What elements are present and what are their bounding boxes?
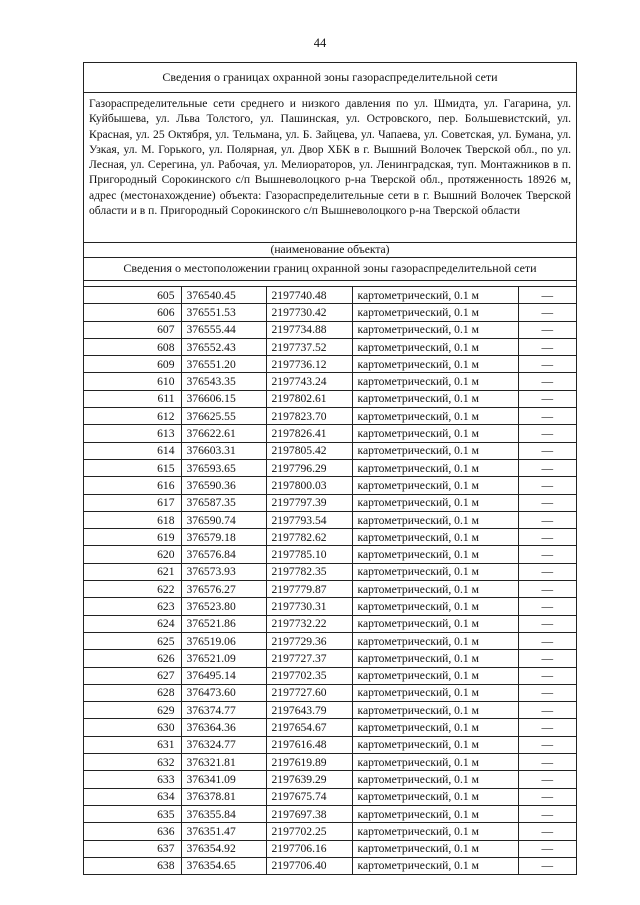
point-number-cell: 620 [84,546,181,563]
note-cell: — [518,338,576,355]
method-cell: картометрический, 0.1 м [352,287,518,304]
coordinate-y-cell: 2197727.37 [266,650,352,667]
table-row [84,459,576,476]
point-number-cell: 607 [84,321,181,338]
method-cell: картометрический, 0.1 м [352,546,518,563]
point-number-cell: 629 [84,702,181,719]
coordinate-y-cell: 2197797.39 [266,494,352,511]
coordinate-x-cell: 376555.44 [181,321,266,338]
method-cell: картометрический, 0.1 м [352,511,518,528]
point-number-cell: 637 [84,840,181,857]
coordinate-y-cell: 2197802.61 [266,390,352,407]
coordinate-x-cell: 376374.77 [181,702,266,719]
point-number-cell: 634 [84,788,181,805]
coordinate-y-cell: 2197782.62 [266,529,352,546]
coordinates-table [84,287,576,874]
coordinate-x-cell: 376593.65 [181,459,266,476]
method-cell: картометрический, 0.1 м [352,788,518,805]
coordinate-x-cell: 376590.74 [181,511,266,528]
coordinate-y-cell: 2197639.29 [266,771,352,788]
coordinate-y-cell: 2197729.36 [266,632,352,649]
method-cell: картометрический, 0.1 м [352,615,518,632]
coordinate-y-cell: 2197782.35 [266,563,352,580]
method-cell: картометрический, 0.1 м [352,736,518,753]
coordinate-x-cell: 376603.31 [181,442,266,459]
point-number-cell: 624 [84,615,181,632]
note-cell: — [518,563,576,580]
object-description: Газораспределительные сети среднего и низкого давления по ул. Шмидта, ул. Гагарина, ул. Куйбышева, ул. Льва Толстого, ул. Пашинская, ул. Островского, пер. Большевистский, ул. Красная, ул. 25 Октября, ул. Тельмана, ул. Б. Зайцева, ул. Чапаева, ул. Советская, ул. Бумана, ул. Узкая, ул. М. Горького, ул. Полярная, ул. Двор ХБК в г. Вышний Волочек Тверской обл., по ул. Лесная, ул. Серегина, ул. Рабочая, ул. Мелиораторов, ул. Ленинградская, туп. Монтажников в п. Пригородный Сорокинского с/п Вышневолоцкого р-на Тверской обл., протяженность 18926 м, адрес (местонахождение) объекта: Газораспределительные сети в г. Вышний Волочек Тверской области и в п. Пригородный Сорокинского с/п Вышневолоцкого р-на Тверской области [84,93,576,243]
method-cell: картометрический, 0.1 м [352,373,518,390]
table-row [84,857,576,874]
table-row [84,546,576,563]
note-cell: — [518,529,576,546]
coordinate-y-cell: 2197737.52 [266,338,352,355]
point-number-cell: 627 [84,667,181,684]
coordinate-x-cell: 376579.18 [181,529,266,546]
point-number-cell: 632 [84,754,181,771]
point-number-cell: 623 [84,598,181,615]
table-row [84,529,576,546]
coordinate-y-cell: 2197730.42 [266,304,352,321]
coordinate-x-cell: 376364.36 [181,719,266,736]
table-row [84,788,576,805]
point-number-cell: 638 [84,857,181,874]
table-row [84,667,576,684]
table-row [84,321,576,338]
table-row [84,650,576,667]
table-row [84,373,576,390]
point-number-cell: 609 [84,356,181,373]
table-row [84,615,576,632]
note-cell: — [518,477,576,494]
point-number-cell: 614 [84,442,181,459]
note-cell: — [518,754,576,771]
method-cell: картометрический, 0.1 м [352,632,518,649]
point-number-cell: 619 [84,529,181,546]
location-title: Сведения о местоположении границ охранной зоны газораспределительной сети [84,258,576,281]
table-row [84,719,576,736]
method-cell: картометрический, 0.1 м [352,719,518,736]
section-title: Сведения о границах охранной зоны газораспределительной сети [84,63,576,93]
coordinate-x-cell: 376521.86 [181,615,266,632]
coordinate-y-cell: 2197734.88 [266,321,352,338]
note-cell: — [518,598,576,615]
method-cell: картометрический, 0.1 м [352,425,518,442]
page-number: 44 [313,36,327,50]
point-number-cell: 621 [84,563,181,580]
point-number-cell: 633 [84,771,181,788]
coordinate-x-cell: 376355.84 [181,805,266,822]
table-row [84,304,576,321]
coordinate-y-cell: 2197697.38 [266,805,352,822]
table-row [84,338,576,355]
table-row [84,511,576,528]
note-cell: — [518,425,576,442]
coordinate-y-cell: 2197785.10 [266,546,352,563]
coordinate-x-cell: 376519.06 [181,632,266,649]
method-cell: картометрический, 0.1 м [352,771,518,788]
coordinate-x-cell: 376576.84 [181,546,266,563]
coordinate-y-cell: 2197796.29 [266,459,352,476]
coordinate-y-cell: 2197675.74 [266,788,352,805]
method-cell: картометрический, 0.1 м [352,494,518,511]
coordinate-x-cell: 376576.27 [181,581,266,598]
coordinate-x-cell: 376523.80 [181,598,266,615]
point-number-cell: 615 [84,459,181,476]
coordinate-x-cell: 376552.43 [181,338,266,355]
coordinate-x-cell: 376622.61 [181,425,266,442]
note-cell: — [518,442,576,459]
coordinate-x-cell: 376351.47 [181,823,266,840]
note-cell: — [518,840,576,857]
method-cell: картометрический, 0.1 м [352,529,518,546]
method-cell: картометрический, 0.1 м [352,598,518,615]
table-row [84,442,576,459]
table-row [84,581,576,598]
point-number-cell: 608 [84,338,181,355]
boundary-document [83,62,577,875]
point-number-cell: 612 [84,408,181,425]
point-number-cell: 631 [84,736,181,753]
coordinate-x-cell: 376543.35 [181,373,266,390]
method-cell: картометрический, 0.1 м [352,390,518,407]
coordinate-y-cell: 2197736.12 [266,356,352,373]
coordinate-y-cell: 2197643.79 [266,702,352,719]
point-number-cell: 605 [84,287,181,304]
coordinate-y-cell: 2197743.24 [266,373,352,390]
method-cell: картометрический, 0.1 м [352,823,518,840]
point-number-cell: 636 [84,823,181,840]
note-cell: — [518,459,576,476]
table-row [84,840,576,857]
method-cell: картометрический, 0.1 м [352,477,518,494]
coordinate-y-cell: 2197727.60 [266,684,352,701]
coordinate-x-cell: 376551.53 [181,304,266,321]
coordinate-x-cell: 376354.65 [181,857,266,874]
coordinate-x-cell: 376354.92 [181,840,266,857]
coordinate-y-cell: 2197706.40 [266,857,352,874]
coordinate-y-cell: 2197732.22 [266,615,352,632]
coordinate-y-cell: 2197654.67 [266,719,352,736]
coordinate-y-cell: 2197706.16 [266,840,352,857]
table-row [84,563,576,580]
coordinate-x-cell: 376590.36 [181,477,266,494]
table-row [84,702,576,719]
object-name-caption: (наименование объекта) [84,243,576,258]
note-cell: — [518,667,576,684]
point-number-cell: 626 [84,650,181,667]
point-number-cell: 635 [84,805,181,822]
note-cell: — [518,494,576,511]
coordinate-y-cell: 2197805.42 [266,442,352,459]
point-number-cell: 622 [84,581,181,598]
table-row [84,736,576,753]
method-cell: картометрический, 0.1 м [352,408,518,425]
note-cell: — [518,736,576,753]
method-cell: картометрический, 0.1 м [352,321,518,338]
coordinate-x-cell: 376551.20 [181,356,266,373]
table-row [84,477,576,494]
method-cell: картометрический, 0.1 м [352,702,518,719]
table-row [84,287,576,304]
coordinate-y-cell: 2197800.03 [266,477,352,494]
method-cell: картометрический, 0.1 м [352,304,518,321]
coordinate-y-cell: 2197730.31 [266,598,352,615]
note-cell: — [518,373,576,390]
table-row [84,408,576,425]
method-cell: картометрический, 0.1 м [352,684,518,701]
table-row [84,425,576,442]
coordinate-x-cell: 376573.93 [181,563,266,580]
coordinates-table-body [84,287,576,874]
coordinate-y-cell: 2197616.48 [266,736,352,753]
note-cell: — [518,650,576,667]
table-row [84,771,576,788]
table-row [84,805,576,822]
note-cell: — [518,719,576,736]
coordinate-y-cell: 2197619.89 [266,754,352,771]
table-row [84,632,576,649]
coordinate-x-cell: 376606.15 [181,390,266,407]
note-cell: — [518,581,576,598]
method-cell: картометрический, 0.1 м [352,840,518,857]
method-cell: картометрический, 0.1 м [352,667,518,684]
method-cell: картометрический, 0.1 м [352,754,518,771]
coordinate-y-cell: 2197740.48 [266,287,352,304]
note-cell: — [518,788,576,805]
method-cell: картометрический, 0.1 м [352,857,518,874]
coordinate-x-cell: 376587.35 [181,494,266,511]
point-number-cell: 630 [84,719,181,736]
table-row [84,684,576,701]
coordinate-x-cell: 376521.09 [181,650,266,667]
point-number-cell: 628 [84,684,181,701]
point-number-cell: 606 [84,304,181,321]
point-number-cell: 610 [84,373,181,390]
note-cell: — [518,287,576,304]
note-cell: — [518,684,576,701]
coordinate-y-cell: 2197826.41 [266,425,352,442]
note-cell: — [518,304,576,321]
note-cell: — [518,823,576,840]
method-cell: картометрический, 0.1 м [352,650,518,667]
point-number-cell: 618 [84,511,181,528]
table-row [84,356,576,373]
coordinate-x-cell: 376341.09 [181,771,266,788]
note-cell: — [518,632,576,649]
coordinate-x-cell: 376495.14 [181,667,266,684]
note-cell: — [518,857,576,874]
coordinate-y-cell: 2197823.70 [266,408,352,425]
point-number-cell: 611 [84,390,181,407]
coordinate-x-cell: 376321.81 [181,754,266,771]
note-cell: — [518,702,576,719]
method-cell: картометрический, 0.1 м [352,459,518,476]
method-cell: картометрический, 0.1 м [352,338,518,355]
coordinate-x-cell: 376324.77 [181,736,266,753]
note-cell: — [518,771,576,788]
method-cell: картометрический, 0.1 м [352,442,518,459]
coordinate-x-cell: 376540.45 [181,287,266,304]
note-cell: — [518,390,576,407]
coordinate-x-cell: 376378.81 [181,788,266,805]
table-row [84,754,576,771]
note-cell: — [518,615,576,632]
table-row [84,598,576,615]
coordinate-y-cell: 2197793.54 [266,511,352,528]
method-cell: картометрический, 0.1 м [352,563,518,580]
method-cell: картометрический, 0.1 м [352,805,518,822]
coordinate-y-cell: 2197779.87 [266,581,352,598]
point-number-cell: 613 [84,425,181,442]
table-row [84,823,576,840]
table-row [84,494,576,511]
point-number-cell: 617 [84,494,181,511]
note-cell: — [518,511,576,528]
point-number-cell: 616 [84,477,181,494]
note-cell: — [518,356,576,373]
coordinate-y-cell: 2197702.35 [266,667,352,684]
coordinate-x-cell: 376473.60 [181,684,266,701]
note-cell: — [518,546,576,563]
method-cell: картометрический, 0.1 м [352,581,518,598]
note-cell: — [518,408,576,425]
coordinate-x-cell: 376625.55 [181,408,266,425]
note-cell: — [518,805,576,822]
note-cell: — [518,321,576,338]
coordinate-y-cell: 2197702.25 [266,823,352,840]
method-cell: картометрический, 0.1 м [352,356,518,373]
point-number-cell: 625 [84,632,181,649]
table-row [84,390,576,407]
